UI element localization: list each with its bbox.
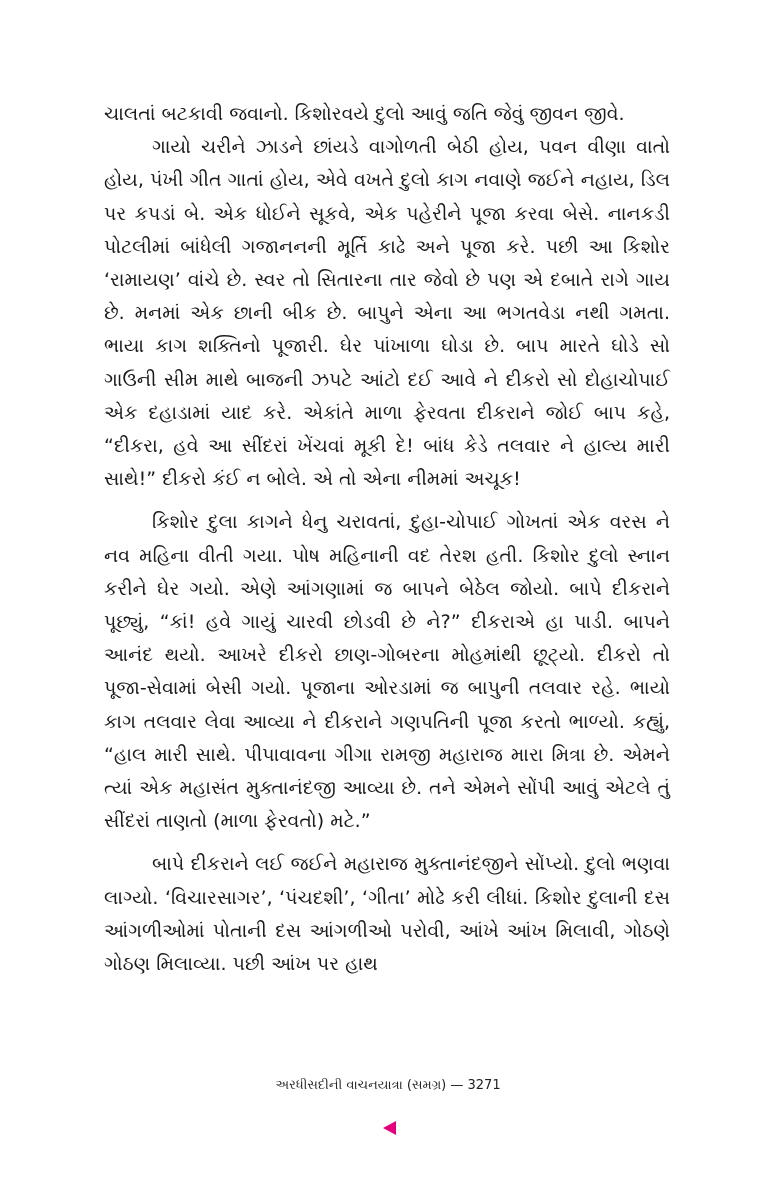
paragraph: ગાયો ચરીને ઝાડને છાંયડે વાગોળતી બેઠી હોય, પવન વીણા વાતો હોય, પંખી ગીત ગાતાં હોય, એવે વખતે દુલો કાગ નવાણે જઈને નહાય, ડિલ પર કપડાં બે. એક ધોઈને સૂકવે, એક પહેરીને પૂજા કરવા બેસે. નાનકડી પોટલીમાં બાંધેલી ગજાનનની મૂર્તિ કાઢે અને પૂજા કરે. પછી આ કિશોર ‘રામાયણ’ વાંચે છે. સ્વર તો સિતારના તાર જેવો છે પણ એ દબાતે રાગે ગાય છે. મનમાં એક છાની બીક છે. બાપુને એના આ ભગતવેડા નથી ગમતા. ભાયા કાગ શક્તિનો પૂજારી. ઘેર પાંખાળા ઘોડા છે. બાપ મારતે ઘોડે સો ગાઉની સીમ માથે બાજની ઝપટે આંટો દઈ આવે ને દીકરો સો દોહાચોપાઈ એક દહાડામાં યાદ કરે. એકાંતે માળા ફેરવતા દીકરાને જોઈ બાપ કહે, “દીકરા, હવે આ સીંદરાં ખેંચવાં મૂકી દે! બાંધ કેડે તલવાર ને હાલ્ય મારી સાથે!” દીકરો કંઈ ન બોલે. એ તો એના નીમમાં અચૂક! (104, 136, 670, 491)
paragraph-continued: ચાલતાં બટકાવી જવાનો. કિશોરવયે દુલો આવું જતિ જેવું જીવન જીવે. (104, 103, 625, 125)
body-text (104, 98, 670, 981)
paragraph: બાપે દીકરાને લઈ જઈને મહારાજ મુક્તાનંદજીને સોંપ્યો. દુલો ભણવા લાગ્યો. ‘વિચારસાગર’, ‘પંચદશી’, ‘ગીતા’ મોઢે કરી લીધાં. કિશોર દુલાની દસ આંગળીઓમાં પોતાની દસ આંગળીઓ પરોવી, આંખે આંખ મિલાવી, ગોઠણે ગોઠણ મિલાવ્યા. પછી આંખ પર હાથ (104, 853, 670, 976)
paragraph: કિશોર દુલા કાગને ધેનુ ચરાવતાં, દુહા-ચોપાઈ ગોખતાં એક વરસ ને નવ મહિના વીતી ગયા. પોષ મહિનાની વદ તેરશ હતી. કિશોર દુલો સ્નાન કરીને ઘેર ગયો. એણે આંગણામાં જ બાપને બેઠેલ જોયો. બાપે દીકરાને પૂછ્યું, “કાં! હવે ગાયું ચારવી છોડવી છે ને?” દીકરાએ હા પાડી. બાપને આનંદ થયો. આખરે દીકરો છાણ-ગોબરના મોહમાંથી છૂટ્યો. દીકરો તો પૂજા-સેવામાં બેસી ગયો. પૂજાના ઓરડામાં જ બાપુની તલવાર રહે. ભાયો કાગ તલવાર લેવા આવ્યા ને દીકરાને ગણપતિની પૂજા કરતો ભાળ્યો. કહ્યું, “હાલ મારી સાથે. પીપાવાવના ગીગા રામજી મહારાજ મારા મિત્રા છે. એમને ત્યાં એક મહાસંત મુક્તાનંદજી આવ્યા છે. તને એમને સોંપી આવું એટલે તું સીંદરાં તાણતો (માળા ફેરવતો) મટે.” (104, 511, 670, 833)
triangle-left-icon (380, 1118, 400, 1138)
page-footer: અરધીસદીની વાચનયાત્રા (સમગ્ર) — 3271 (275, 1078, 501, 1093)
previous-page-button[interactable] (380, 1118, 400, 1138)
